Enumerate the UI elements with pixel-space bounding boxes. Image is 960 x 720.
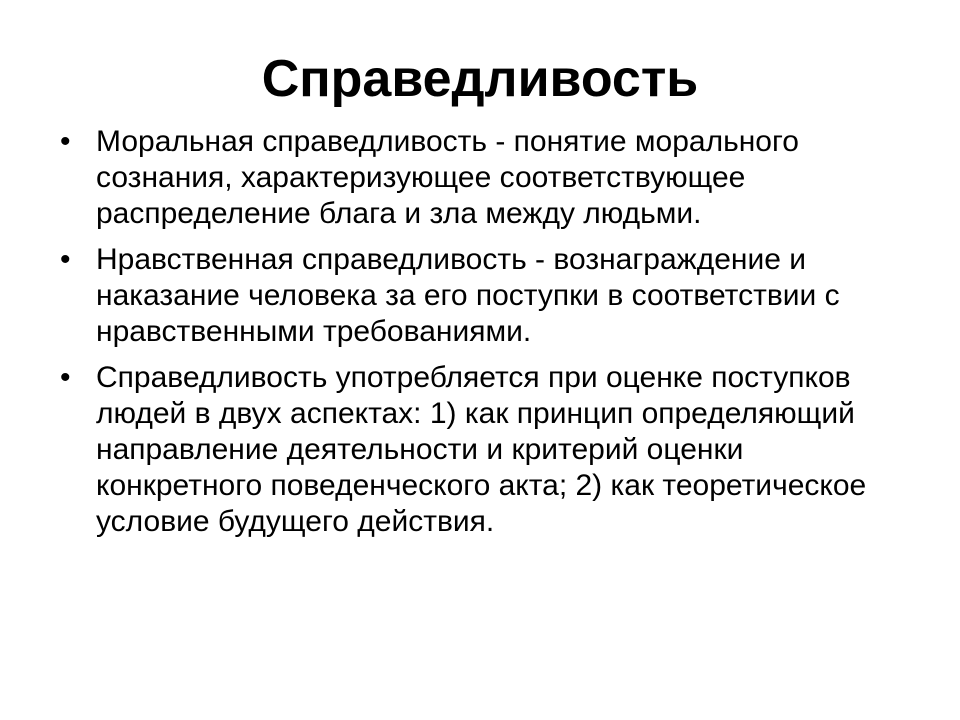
bullet-item-justice-usage	[56, 360, 886, 540]
bullet-item-ethical-justice	[56, 242, 886, 350]
slide-title: Справедливость	[261, 50, 699, 108]
bullet-icon: •	[60, 243, 71, 276]
bullet-text: Нравственная справедливость - вознаграждение и наказание человека за его поступки в соответствии с нравственными требованиями.	[96, 243, 840, 348]
bullet-icon: •	[60, 125, 71, 158]
bullet-list	[56, 124, 886, 550]
bullet-icon: •	[60, 361, 71, 394]
bullet-text: Справедливость употребляется при оценке поступков людей в двух аспектах: 1) как принцип определяющий направление деятельности и критерий оценки конкретного поведенческого акта; 2) как теоретическое условие будущего действия.	[96, 361, 867, 538]
bullet-item-moral-justice	[56, 124, 886, 232]
bullet-text: Моральная справедливость - понятие морального сознания, характеризующее соответствующее распределение блага и зла между людьми.	[96, 125, 799, 230]
